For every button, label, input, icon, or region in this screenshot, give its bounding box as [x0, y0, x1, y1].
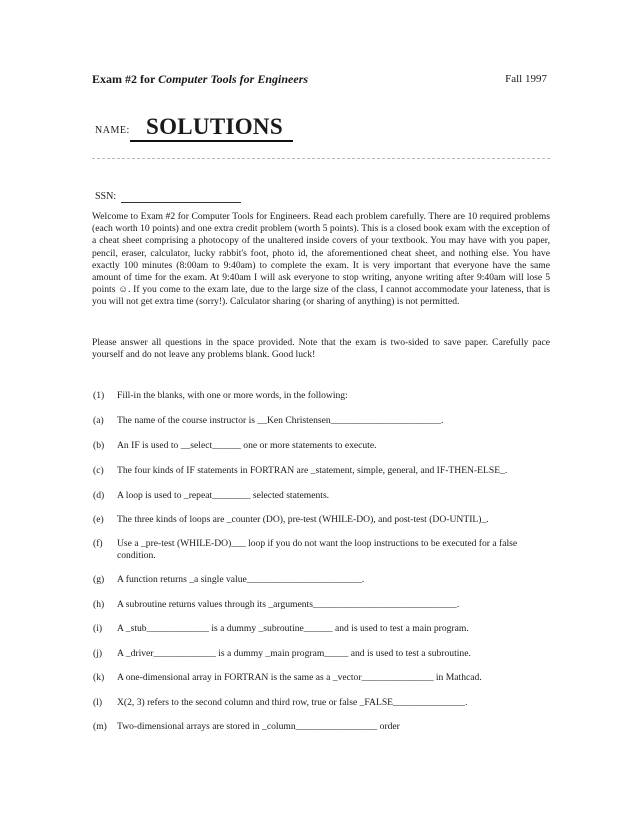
- question-item-c: [93, 465, 507, 477]
- question-item-i: [93, 623, 469, 635]
- instructions-paragraph-2: Please answer all questions in the space provided. Note that the exam is two-sided to save paper. Carefully pace yourself and do not leave any problems blank. Good luck!: [92, 337, 550, 361]
- question-item-j: [93, 648, 471, 660]
- exam-term: Fall 1997: [505, 73, 547, 85]
- question-item-h: [93, 599, 459, 611]
- ssn-blank-line: [121, 202, 241, 203]
- question-item-a: [93, 415, 443, 427]
- question-item-k: [93, 672, 482, 684]
- question-item-b: [93, 440, 377, 452]
- question-item-d: [93, 490, 329, 502]
- question-text: Fill-in the blanks, with one or more words, in the following:: [117, 390, 348, 401]
- item-text: X(2, 3) refers to the second column and third row, true or false _FALSE_______________.: [117, 697, 468, 708]
- item-label: (k): [93, 672, 105, 683]
- item-text: A one-dimensional array in FORTRAN is the same as a _vector_______________ in Mathcad.: [117, 672, 482, 683]
- item-label: (i): [93, 623, 103, 634]
- instructions-paragraph-1: Welcome to Exam #2 for Computer Tools for Engineers. Read each problem carefully. There are 10 required problems (each worth 10 points) and one extra credit problem (worth 5 points). This is a closed book exam with the exception of a cheat sheet comprising a photocopy of the unaltered inside covers of your textbook. You may have with you paper, pencil, eraser, calculator, lucky rabbit's foot, photo id, the aforementioned cheat sheet, and nothing else. You have exactly 100 minutes (8:00am to 9:40am) to complete the exam. It is very important that everyone have the same amount of time for the exam. At 9:40am I will ask everyone to stop writing, anyone writing after 9:40am will lose 5 points ☺. If you come to the exam late, due to the large size of the class, I cannot accommodate your lateness, that is you will not get extra time (sorry!). Calculator sharing (or sharing of anything) is not permitted.: [92, 211, 550, 308]
- question-item-m: [93, 721, 400, 733]
- item-label: (h): [93, 599, 105, 610]
- item-text: The name of the course instructor is __Ken Christensen_______________________.: [117, 415, 444, 426]
- item-text: A loop is used to _repeat________ selected statements.: [117, 490, 330, 501]
- item-label: (e): [93, 514, 104, 525]
- exam-title: [92, 72, 308, 87]
- name-field: SOLUTIONS: [130, 114, 293, 142]
- item-text: A subroutine returns values through its _arguments______________________________.: [117, 599, 460, 610]
- question-item-l: [93, 697, 467, 709]
- item-text: A _driver_____________ is a dummy _main program_____ and is used to test a subroutine.: [117, 648, 471, 659]
- item-label: (j): [93, 648, 103, 659]
- item-text: The three kinds of loops are _counter (DO), pre-test (WHILE-DO), and post-test (DO-UNTIL)_.: [117, 514, 489, 525]
- item-text: A _stub_____________ is a dummy _subroutine______ and is used to test a main program.: [117, 623, 469, 634]
- item-label: (b): [93, 440, 105, 451]
- item-label: (l): [93, 697, 103, 708]
- name-label: NAME:: [95, 125, 130, 136]
- item-text: The four kinds of IF statements in FORTRAN are _statement, simple, general, and IF-THEN-ELSE_.: [117, 465, 508, 476]
- item-text: An IF is used to __select______ one or more statements to execute.: [117, 440, 377, 451]
- item-text: Use a _pre-test (WHILE-DO)___ loop if you do not want the loop instructions to be executed for a false condition.: [117, 538, 518, 562]
- item-text: A function returns _a single value________________________.: [117, 574, 365, 585]
- dashed-divider: [92, 158, 550, 159]
- exam-title-course: Computer Tools for Engineers: [158, 72, 309, 86]
- ssn-label: SSN:: [95, 191, 117, 202]
- item-label: (c): [93, 465, 104, 476]
- item-text: Two-dimensional arrays are stored in _column_________________ order: [117, 721, 400, 732]
- question-item-g: [93, 574, 364, 586]
- item-label: (m): [93, 721, 107, 732]
- question-item-e: [93, 514, 489, 526]
- item-label: (f): [93, 538, 103, 549]
- exam-title-prefix: Exam #2 for: [92, 72, 159, 86]
- item-label: (a): [93, 415, 104, 426]
- item-label: (g): [93, 574, 105, 585]
- question-1: [93, 390, 348, 402]
- question-item-f: [93, 538, 542, 562]
- question-number: (1): [93, 390, 105, 401]
- item-label: (d): [93, 490, 105, 501]
